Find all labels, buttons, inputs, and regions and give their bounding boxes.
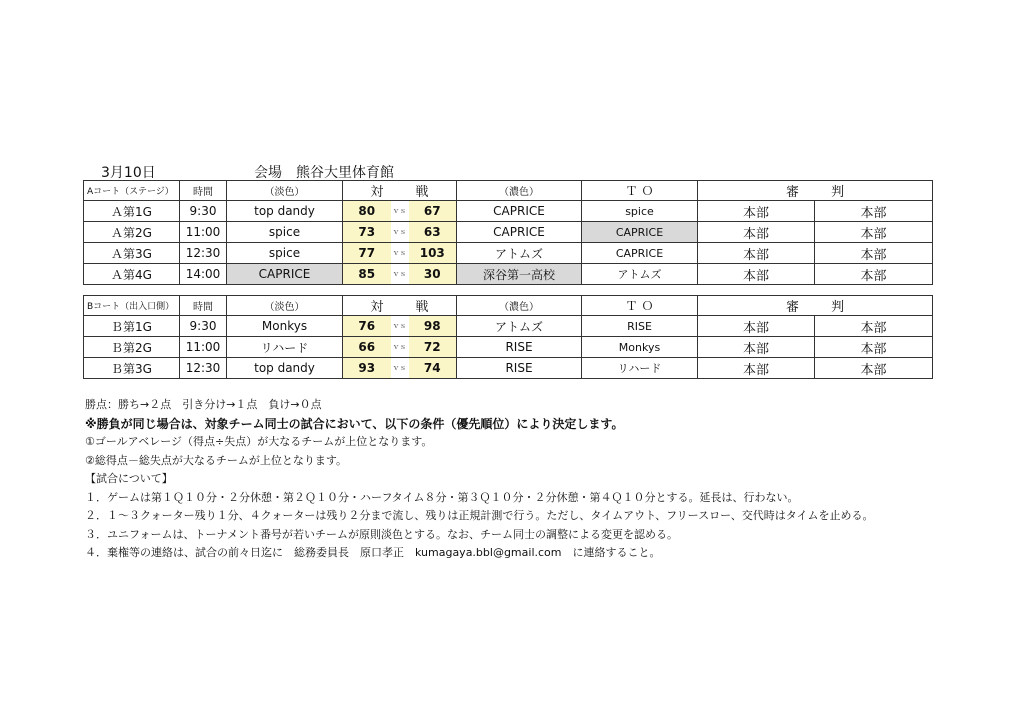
- table-row: [84, 316, 933, 337]
- match-header: 対 戦: [343, 181, 457, 201]
- referee-1: 本部: [698, 316, 815, 337]
- game-time: 11:00: [180, 222, 227, 243]
- referee-1: 本部: [698, 243, 815, 264]
- time-header: 時間: [180, 181, 227, 201]
- light-team: top dandy: [227, 201, 343, 222]
- referee-1: 本部: [698, 201, 815, 222]
- light-team: Monkys: [227, 316, 343, 337]
- vs-label: ｖｓ: [391, 222, 409, 243]
- referee-1: 本部: [698, 358, 815, 379]
- dark-score: 72: [409, 337, 457, 358]
- table-officials: Monkys: [582, 337, 698, 358]
- game-label: Ａ第4G: [84, 264, 180, 285]
- light-team: リハード: [227, 337, 343, 358]
- dark-color-header: （濃色）: [457, 296, 582, 316]
- light-color-header: （淡色）: [227, 296, 343, 316]
- table-officials: リハード: [582, 358, 698, 379]
- vs-label: ｖｓ: [391, 316, 409, 337]
- game-time: 9:30: [180, 316, 227, 337]
- game-rule-4: ４．棄権等の連絡は、試合の前々日迄に 総務委員長 原口孝正 kumagaya.bbl@gmail.com に連絡すること。: [85, 546, 661, 559]
- game-label: Ａ第1G: [84, 201, 180, 222]
- table-officials: CAPRICE: [582, 222, 698, 243]
- referee-2: 本部: [815, 316, 933, 337]
- game-rule-1: １．ゲームは第１Ｑ１０分・２分休憩・第２Ｑ１０分・ハーフタイム８分・第３Ｑ１０分・２分休憩・第４Ｑ１０分とする。延長は、行わない。: [85, 490, 799, 504]
- game-time: 9:30: [180, 201, 227, 222]
- table-row: [84, 337, 933, 358]
- light-score: 73: [343, 222, 391, 243]
- light-score: 66: [343, 337, 391, 358]
- light-color-header: （淡色）: [227, 181, 343, 201]
- rules-notes: [85, 396, 985, 563]
- referee-1: 本部: [698, 222, 815, 243]
- match-header: 対 戦: [343, 296, 457, 316]
- table-officials: spice: [582, 201, 698, 222]
- referee-2: 本部: [815, 337, 933, 358]
- vs-label: ｖｓ: [391, 358, 409, 379]
- dark-team: アトムズ: [457, 243, 582, 264]
- referee-2: 本部: [815, 264, 933, 285]
- section-title: 【試合について】: [85, 472, 173, 485]
- tiebreak-rule: ※勝負が同じ場合は、対象チーム同士の試合において、以下の条件（優先順位）により決定します。: [85, 416, 624, 431]
- game-time: 14:00: [180, 264, 227, 285]
- dark-team: アトムズ: [457, 316, 582, 337]
- game-rule-2: ２．１～３クォーター残り１分、４クォーターは残り２分まで流し、残りは正規計測で行う。ただし、タイムアウト、フリースロー、交代時はタイムを止める。: [85, 509, 874, 522]
- court-label: Aコート（ステージ）: [84, 181, 180, 201]
- court-a-schedule-table: [83, 180, 933, 285]
- dark-score: 67: [409, 201, 457, 222]
- referee-1: 本部: [698, 337, 815, 358]
- to-header: ＴＯ: [582, 296, 698, 316]
- referee-2: 本部: [815, 358, 933, 379]
- dark-score: 30: [409, 264, 457, 285]
- light-team: CAPRICE: [227, 264, 343, 285]
- table-officials: RISE: [582, 316, 698, 337]
- table-row: [84, 264, 933, 285]
- game-label: Ａ第3G: [84, 243, 180, 264]
- light-score: 80: [343, 201, 391, 222]
- court-b-schedule-table: [83, 295, 933, 379]
- referee-2: 本部: [815, 201, 933, 222]
- light-team: spice: [227, 222, 343, 243]
- dark-team: 深谷第一高校: [457, 264, 582, 285]
- light-team: top dandy: [227, 358, 343, 379]
- dark-team: CAPRICE: [457, 222, 582, 243]
- time-header: 時間: [180, 296, 227, 316]
- dark-score: 74: [409, 358, 457, 379]
- schedule-date: 3月10日: [101, 165, 156, 181]
- light-team: spice: [227, 243, 343, 264]
- court-label: Bコート（出入口側）: [84, 296, 180, 316]
- table-row: [84, 243, 933, 264]
- game-rule-3: ３．ユニフォームは、トーナメント番号が若いチームが原則淡色とする。なお、チーム同士の調整による変更を認める。: [85, 527, 679, 541]
- points-rule: 勝点：勝ち→２点 引き分け→１点 負け→０点: [85, 398, 322, 411]
- vs-label: ｖｓ: [391, 201, 409, 222]
- venue-name: 会場 熊谷大里体育館: [254, 165, 394, 181]
- table-row: [84, 358, 933, 379]
- referee-header: 審 判: [698, 181, 933, 201]
- light-score: 76: [343, 316, 391, 337]
- light-score: 77: [343, 243, 391, 264]
- table-row: [84, 222, 933, 243]
- to-header: ＴＯ: [582, 181, 698, 201]
- dark-score: 63: [409, 222, 457, 243]
- game-label: Ａ第2G: [84, 222, 180, 243]
- table-row: [84, 201, 933, 222]
- vs-label: ｖｓ: [391, 264, 409, 285]
- referee-2: 本部: [815, 222, 933, 243]
- light-score: 93: [343, 358, 391, 379]
- dark-score: 98: [409, 316, 457, 337]
- court-b-header-row: [84, 296, 933, 316]
- dark-score: 103: [409, 243, 457, 264]
- tiebreak-condition-2: ②総得点－総失点が大なるチームが上位となります。: [85, 453, 347, 467]
- dark-color-header: （濃色）: [457, 181, 582, 201]
- dark-team: RISE: [457, 337, 582, 358]
- court-a-header-row: [84, 181, 933, 201]
- table-officials: CAPRICE: [582, 243, 698, 264]
- tiebreak-condition-1: ①ゴールアベレージ（得点÷失点）が大なるチームが上位となります。: [85, 435, 433, 448]
- referee-header: 審 判: [698, 296, 933, 316]
- table-officials: アトムズ: [582, 264, 698, 285]
- game-time: 12:30: [180, 358, 227, 379]
- vs-label: ｖｓ: [391, 243, 409, 264]
- referee-2: 本部: [815, 243, 933, 264]
- game-time: 12:30: [180, 243, 227, 264]
- dark-team: CAPRICE: [457, 201, 582, 222]
- vs-label: ｖｓ: [391, 337, 409, 358]
- dark-team: RISE: [457, 358, 582, 379]
- referee-1: 本部: [698, 264, 815, 285]
- game-label: Ｂ第2G: [84, 337, 180, 358]
- game-time: 11:00: [180, 337, 227, 358]
- light-score: 85: [343, 264, 391, 285]
- game-label: Ｂ第1G: [84, 316, 180, 337]
- game-label: Ｂ第3G: [84, 358, 180, 379]
